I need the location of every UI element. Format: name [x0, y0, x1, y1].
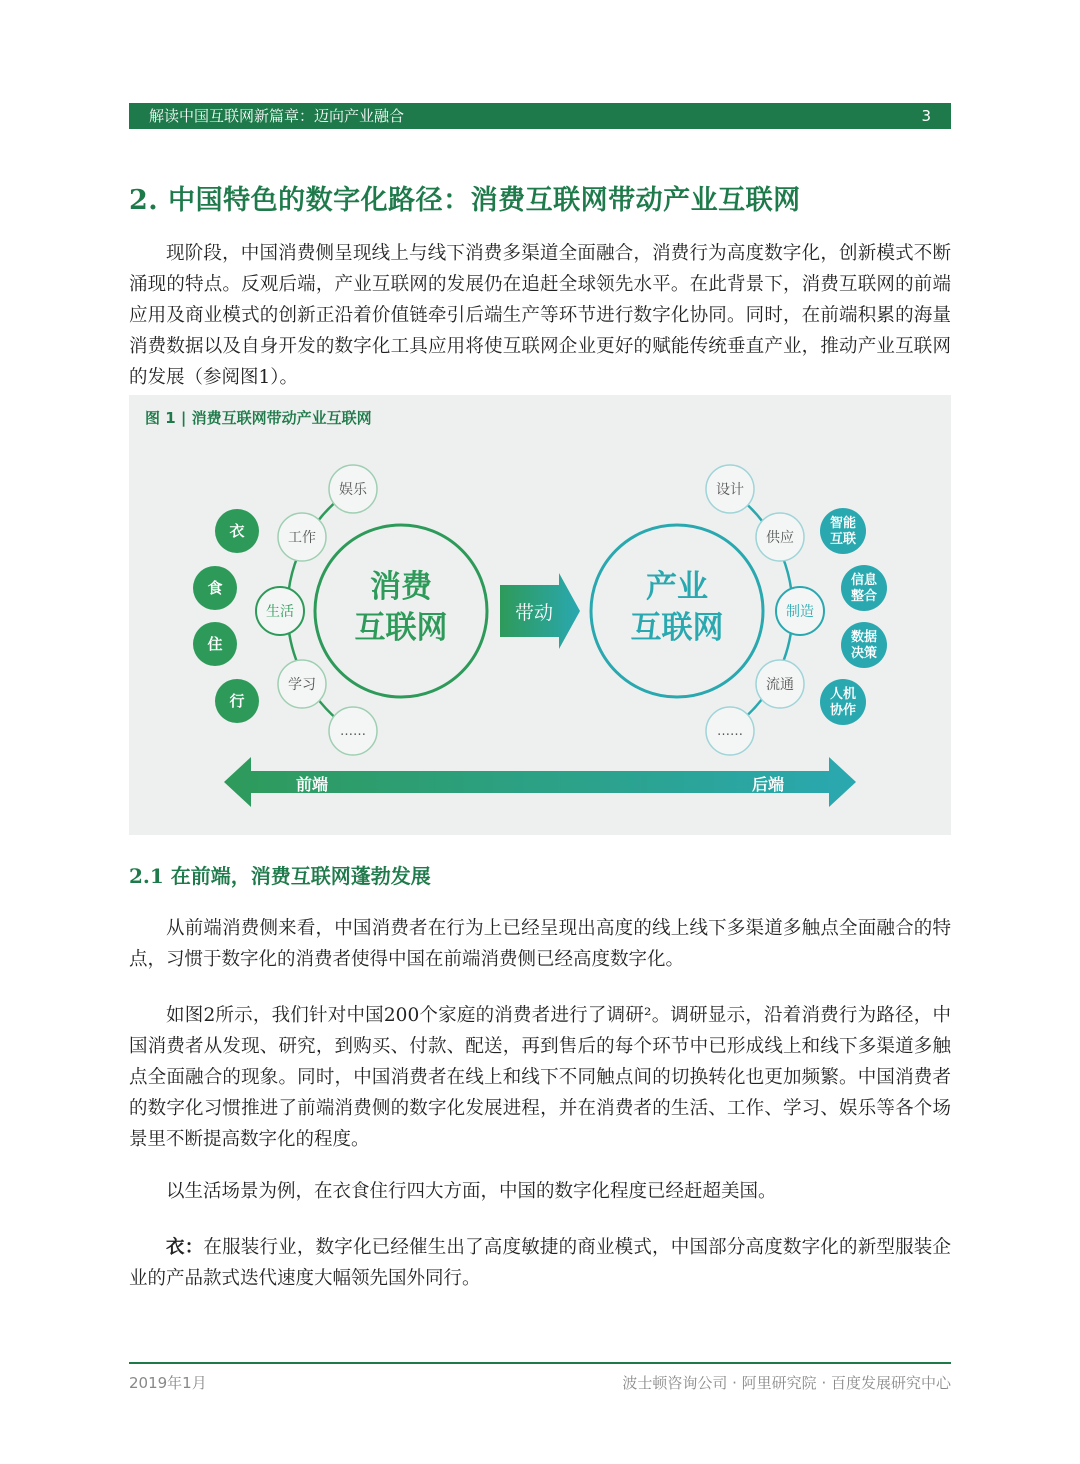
paragraph-3: 以生活场景为例，在衣食住行四大方面，中国的数字化程度已经赶超美国。 — [166, 1181, 777, 1202]
paragraph-clothing — [129, 1232, 951, 1294]
scene-life: 生活 — [266, 604, 294, 620]
axis-back-label: 后端 — [751, 775, 785, 794]
intro-paragraph: 现阶段，中国消费侧呈现线上与线下消费多渠道全面融合，消费行为高度数字化，创新模式不断涌现的特点。反观后端，产业互联网的发展仍在追赶全球领先水平。在此背景下，消费互联网的前端应用及商业模式的创新正沿着价值链牵引后端生产等环节进行数字化协同。同时，在前端积累的海量消费数据以及自身开发的数字化工具应用将使互联网企业更好的赋能传统垂直产业，推动产业互联网的发展（参阅图1）。 — [129, 243, 951, 388]
right-circle-line2: 互联网 — [630, 610, 724, 646]
cap-3-line1: 数据 — [850, 630, 878, 645]
need-travel: 行 — [229, 692, 245, 710]
footer-rule — [129, 1362, 951, 1364]
paragraph-2: 如图2所示，我们针对中国200个家庭的消费者进行了调研²。调研显示，沿着消费行为路径，中国消费者从发现、研究，到购买、付款、配送，再到售后的每个环节中已形成线上和线下多渠道多触点全面融合的现象。同时，中国消费者在线上和线下不同触点间的切换转化也更加频繁。中国消费者的数字化习惯推进了前端消费侧的数字化发展进程，并在消费者的生活、工作、学习、娱乐等各个场景里不断提高数字化的程度。 — [129, 1005, 951, 1150]
stage-supply: 供应 — [766, 530, 794, 546]
left-circle-line1: 消费 — [370, 569, 432, 605]
footer-date: 2019年1月 — [129, 1374, 207, 1392]
clothing-text: 在服装行业，数字化已经催生出了高度敏捷的商业模式，中国部分高度数字化的新型服装企业的产品款式迭代速度大幅领先国外同行。 — [129, 1237, 951, 1289]
need-clothing: 衣 — [229, 522, 245, 540]
running-header — [129, 103, 951, 129]
scene-entertainment: 娱乐 — [339, 482, 367, 498]
figure-diagram — [129, 395, 951, 835]
scene-work: 工作 — [288, 530, 316, 546]
scene-more: …… — [340, 724, 366, 739]
cap-1-line1: 智能 — [829, 516, 857, 531]
cap-2-line1: 信息 — [850, 573, 878, 588]
clothing-label: 衣： — [166, 1237, 204, 1258]
stage-manufacturing: 制造 — [786, 604, 814, 620]
cap-3-line2: 决策 — [850, 646, 878, 661]
right-capability-nodes — [820, 508, 887, 725]
paragraph-1: 从前端消费侧来看，中国消费者在行为上已经呈现出高度的线上线下多渠道多触点全面融合的特点，习惯于数字化的消费者使得中国在前端消费侧已经高度数字化。 — [129, 918, 951, 970]
drive-arrow-label: 带动 — [514, 602, 554, 624]
page-number: 3 — [921, 107, 931, 125]
axis-front-label: 前端 — [295, 775, 329, 794]
right-circle-line1: 产业 — [646, 569, 708, 605]
stage-design: 设计 — [716, 482, 744, 498]
stage-more: …… — [717, 724, 743, 739]
section-title: 2. 中国特色的数字化路径：消费互联网带动产业互联网 — [129, 185, 801, 216]
need-food: 食 — [207, 579, 223, 597]
stage-circulation: 流通 — [766, 677, 794, 693]
footer-orgs: 波士顿咨询公司 · 阿里研究院 · 百度发展研究中心 — [622, 1374, 951, 1392]
left-needs-nodes — [193, 509, 259, 723]
scene-study: 学习 — [288, 677, 316, 693]
subsection-title: 2.1 在前端，消费互联网蓬勃发展 — [129, 864, 431, 888]
cap-2-line2: 整合 — [850, 589, 878, 604]
need-housing: 住 — [207, 635, 223, 653]
cap-4-line1: 人机 — [829, 687, 857, 702]
header-title: 解读中国互联网新篇章：迈向产业融合 — [149, 107, 405, 125]
figure-caption: 图 1 | 消费互联网带动产业互联网 — [145, 409, 372, 427]
left-circle-line2: 互联网 — [354, 610, 448, 646]
cap-1-line2: 互联 — [829, 532, 857, 547]
cap-4-line2: 协作 — [829, 703, 857, 718]
figure-1 — [129, 395, 951, 835]
